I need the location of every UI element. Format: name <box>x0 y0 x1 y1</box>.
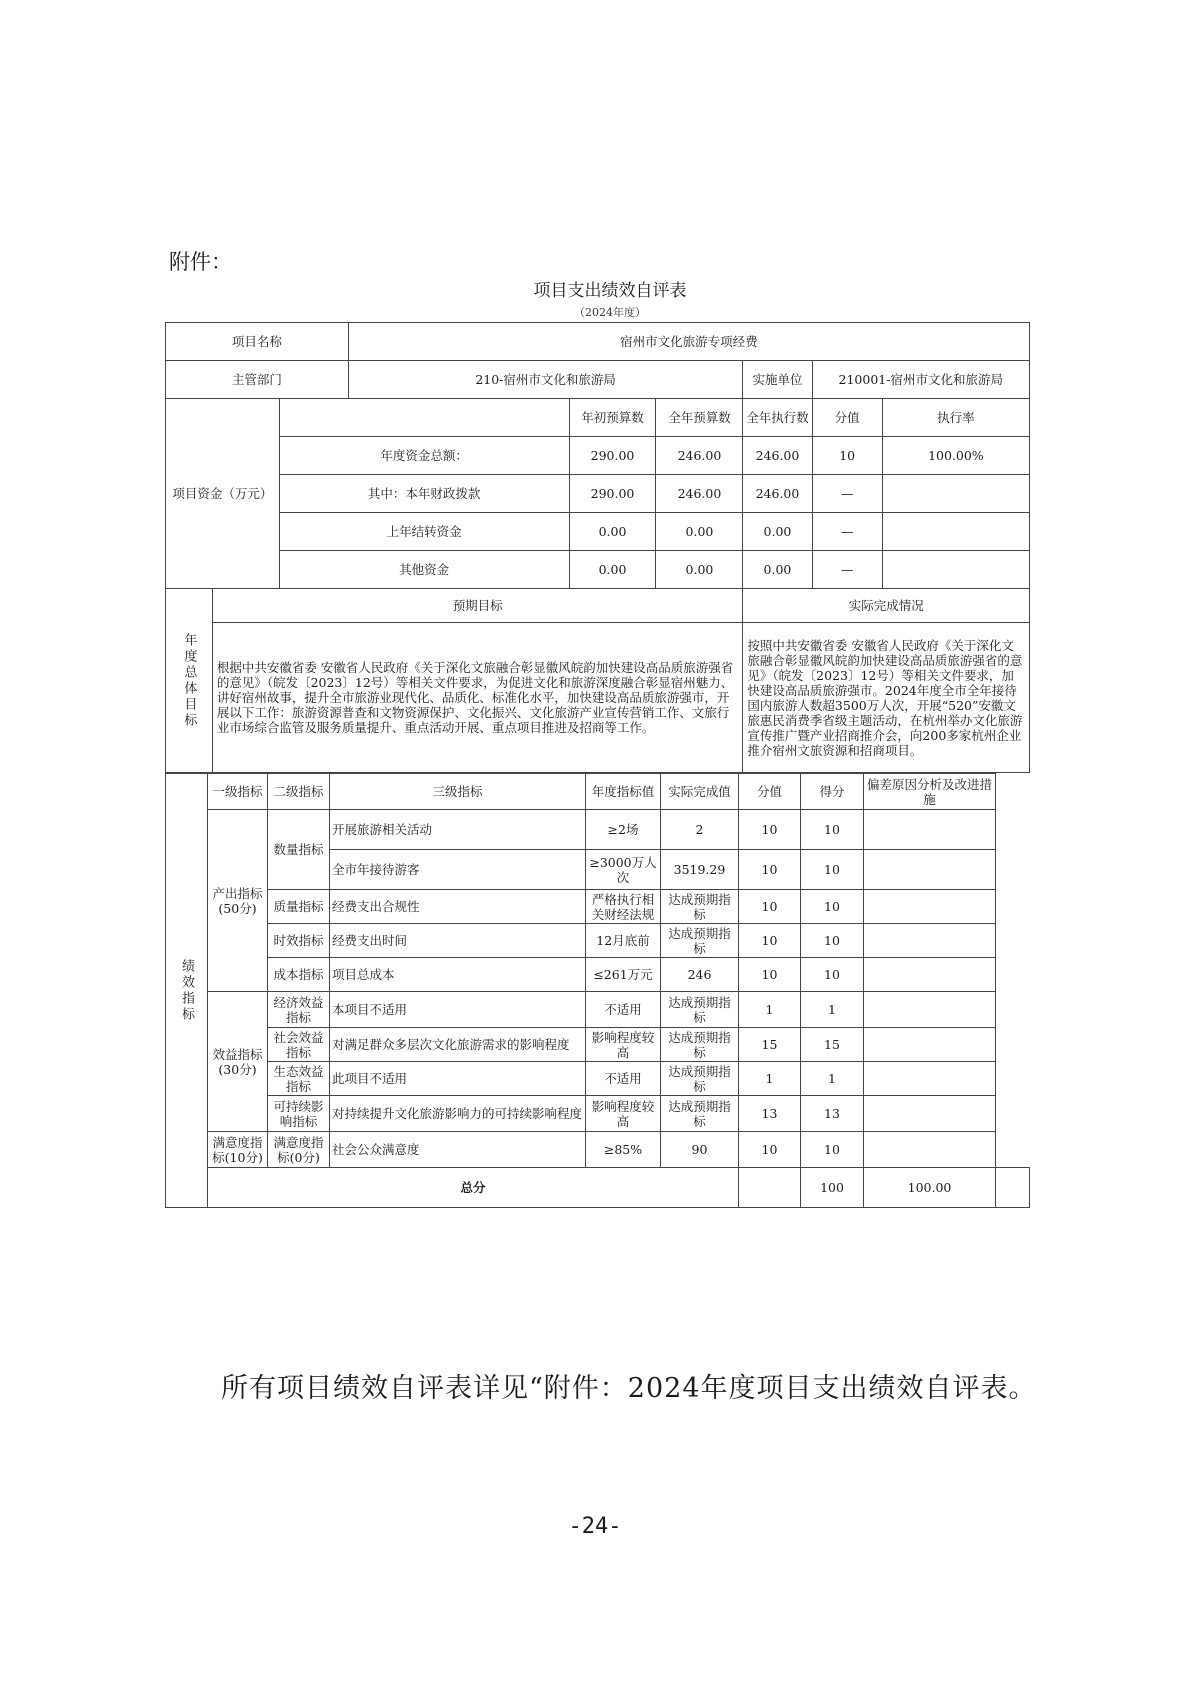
level3: 经费支出合规性 <box>330 890 586 924</box>
actual-value: 达成预期指标 <box>661 1096 739 1132</box>
indicator-header: 二级指标 <box>268 774 330 810</box>
indicator-row <box>166 1062 1030 1096</box>
expected-goal: 根据中共安徽省委 安徽省人民政府《关于深化文旅融合彰显徽风皖韵加快建设高品质旅游强省的意见》（皖发〔2023〕12号）等相关文件要求，为促进文化和旅游深度融合彰显宿州魅力、讲好宿州故事，提升全市旅游业现代化、品质化、标准化水平，加快建设高品质旅游强市，开展以下工作：旅游资源普查和文物资源保护、文化振兴、文化旅游产业宣传营销工作、文旅行业市场综合监管及服务质量提升、重点活动开展、重点项目推进及招商等工作。 <box>212 623 743 773</box>
page-number: -24- <box>568 1514 622 1539</box>
fund-full: 0.00 <box>656 551 743 589</box>
target-value: 影响程度较高 <box>586 1096 661 1132</box>
indicator-header: 偏差原因分析及改进措施 <box>864 774 996 810</box>
fund-init: 290.00 <box>569 437 656 475</box>
fund-score-val: — <box>812 551 882 589</box>
fund-score-val: — <box>812 513 882 551</box>
level2: 满意度指标(0分) <box>268 1132 330 1168</box>
level2: 社会效益指标 <box>268 1028 330 1062</box>
dept-value: 210-宿州市文化和旅游局 <box>348 361 743 399</box>
level3: 经费支出时间 <box>330 924 586 958</box>
project-name-label: 项目名称 <box>166 323 349 361</box>
indicator-header: 一级指标 <box>208 774 268 810</box>
indicator-row <box>166 810 1030 850</box>
row-project-name <box>166 323 1030 361</box>
fund-full: 246.00 <box>656 475 743 513</box>
total-row <box>166 1168 1030 1208</box>
score: 1 <box>801 1062 864 1096</box>
fund-exec: 0.00 <box>743 513 812 551</box>
fund-row <box>166 437 1030 475</box>
level3: 此项目不适用 <box>330 1062 586 1096</box>
deviation <box>864 958 996 992</box>
fund-name: 其中：本年财政拨款 <box>279 475 569 513</box>
level2: 经济效益指标 <box>268 992 330 1028</box>
actual-value: 246 <box>661 958 739 992</box>
deviation <box>864 1132 996 1168</box>
actual-result: 按照中共安徽省委 安徽省人民政府《关于深化文旅融合彰显徽风皖韵加快建设高品质旅游强省的意见》（皖发〔2023〕12号）等相关文件要求，加快建设高品质旅游强市。2024年度全市全年接待国内旅游人数超3500万人次，开展“520”安徽文旅惠民消费季省级主题活动，在杭州举办文化旅游宣传推广暨产业招商推介会，向200多家杭州企业推介宿州文旅资源和招商项目。 <box>743 623 1030 773</box>
indicator-row <box>166 1132 1030 1168</box>
fund-header: 分值 <box>812 399 882 437</box>
actual-value: 达成预期指标 <box>661 1062 739 1096</box>
score: 10 <box>801 958 864 992</box>
fund-exec: 0.00 <box>743 551 812 589</box>
deviation <box>864 890 996 924</box>
attachment-label: 附件： <box>169 250 232 274</box>
goals-header-row <box>166 589 1030 623</box>
fund-row <box>166 475 1030 513</box>
level2: 可持续影响指标 <box>268 1096 330 1132</box>
impl-label: 实施单位 <box>743 361 812 399</box>
level3: 本项目不适用 <box>330 992 586 1028</box>
level3: 对满足群众多层次文化旅游需求的影响程度 <box>330 1028 586 1062</box>
total-label: 总分 <box>208 1168 739 1208</box>
actual-value: 达成预期指标 <box>661 924 739 958</box>
indicator-header-row <box>166 774 1030 810</box>
score-value: 13 <box>739 1096 801 1132</box>
indicator-header: 年度指标值 <box>586 774 661 810</box>
table-title: 项目支出绩效自评表 <box>533 281 687 301</box>
target-value: 不适用 <box>586 992 661 1028</box>
actual-header: 实际完成情况 <box>743 589 1030 623</box>
score-value: 10 <box>739 890 801 924</box>
score: 1 <box>801 992 864 1028</box>
score: 10 <box>801 810 864 850</box>
fund-score-val: — <box>812 475 882 513</box>
target-value: 12月底前 <box>586 924 661 958</box>
target-value: ≤261万元 <box>586 958 661 992</box>
deviation <box>864 992 996 1028</box>
level2: 数量指标 <box>268 810 330 890</box>
score: 10 <box>801 890 864 924</box>
fund-full: 0.00 <box>656 513 743 551</box>
fund-rate <box>882 551 1029 589</box>
dept-label: 主管部门 <box>166 361 349 399</box>
impl-value: 210001-宿州市文化和旅游局 <box>812 361 1029 399</box>
score-value: 10 <box>739 958 801 992</box>
fund-exec: 246.00 <box>743 437 812 475</box>
fund-init: 290.00 <box>569 475 656 513</box>
indicator-row <box>166 924 1030 958</box>
level3: 项目总成本 <box>330 958 586 992</box>
score-value: 10 <box>739 1132 801 1168</box>
target-value: ≥3000万人次 <box>586 850 661 890</box>
score: 10 <box>801 924 864 958</box>
level1-satisfaction: 满意度指标(10分) <box>208 1132 268 1168</box>
fund-row <box>166 551 1030 589</box>
fund-header: 全年预算数 <box>656 399 743 437</box>
target-value: 严格执行相关财经法规 <box>586 890 661 924</box>
indicator-header: 三级指标 <box>330 774 586 810</box>
indicator-row <box>166 1028 1030 1062</box>
score-value: 10 <box>739 924 801 958</box>
score-value: 1 <box>739 992 801 1028</box>
funds-header-row <box>166 399 1030 437</box>
deviation <box>864 924 996 958</box>
body-paragraph: 所有项目绩效自评表详见“附件：2024年度项目支出绩效自评表。 <box>221 1373 1037 1404</box>
fund-name: 上年结转资金 <box>279 513 569 551</box>
fund-rate <box>882 513 1029 551</box>
evaluation-table <box>165 322 1030 773</box>
level3: 全市年接待游客 <box>330 850 586 890</box>
score: 13 <box>801 1096 864 1132</box>
level2: 成本指标 <box>268 958 330 992</box>
fund-init: 0.00 <box>569 513 656 551</box>
actual-value: 2 <box>661 810 739 850</box>
deviation <box>864 1028 996 1062</box>
fund-exec: 246.00 <box>743 475 812 513</box>
actual-value: 达成预期指标 <box>661 890 739 924</box>
fund-name: 其他资金 <box>279 551 569 589</box>
expected-header: 预期目标 <box>212 589 743 623</box>
fund-header: 年初预算数 <box>569 399 656 437</box>
score: 10 <box>801 1132 864 1168</box>
target-value: 不适用 <box>586 1062 661 1096</box>
level2: 生态效益指标 <box>268 1062 330 1096</box>
total-val: 100 <box>801 1168 864 1208</box>
score: 10 <box>801 850 864 890</box>
goals-label: 年度总体目标 <box>181 632 197 729</box>
deviation <box>864 1062 996 1096</box>
fund-header: 全年执行数 <box>743 399 812 437</box>
level1-benefit: 效益指标(30分) <box>208 992 268 1132</box>
score-value: 10 <box>739 810 801 850</box>
score-value: 15 <box>739 1028 801 1062</box>
indicator-table <box>165 773 1030 1208</box>
deviation <box>864 810 996 850</box>
fund-row <box>166 513 1030 551</box>
deviation <box>864 1096 996 1132</box>
score: 15 <box>801 1028 864 1062</box>
target-value: ≥85% <box>586 1132 661 1168</box>
indicator-header: 得分 <box>801 774 864 810</box>
fund-rate <box>882 475 1029 513</box>
fund-header: 执行率 <box>882 399 1029 437</box>
project-name: 宿州市文化旅游专项经费 <box>348 323 1029 361</box>
goals-label-cell <box>166 589 213 773</box>
row-dept <box>166 361 1030 399</box>
indicators-label: 绩效指标 <box>179 958 194 1023</box>
indicators-label-cell <box>166 774 208 1208</box>
indicator-row <box>166 1096 1030 1132</box>
target-value: ≥2场 <box>586 810 661 850</box>
fund-full: 246.00 <box>656 437 743 475</box>
deviation <box>864 850 996 890</box>
level3: 社会公众满意度 <box>330 1132 586 1168</box>
table-year: （2024年度） <box>574 306 646 319</box>
level1-output: 产出指标(50分) <box>208 810 268 992</box>
total-score: 100.00 <box>864 1168 996 1208</box>
goals-content-row <box>166 623 1030 773</box>
actual-value: 3519.29 <box>661 850 739 890</box>
level2: 质量指标 <box>268 890 330 924</box>
indicator-row <box>166 890 1030 924</box>
score-value: 1 <box>739 1062 801 1096</box>
indicator-header: 实际完成值 <box>661 774 739 810</box>
evaluation-sheet <box>165 246 1055 1208</box>
level3: 对持续提升文化旅游影响力的可持续影响程度 <box>330 1096 586 1132</box>
indicator-row <box>166 958 1030 992</box>
indicator-header: 分值 <box>739 774 801 810</box>
actual-value: 达成预期指标 <box>661 1028 739 1062</box>
target-value: 影响程度较高 <box>586 1028 661 1062</box>
fund-name: 年度资金总额： <box>279 437 569 475</box>
indicator-row <box>166 992 1030 1028</box>
fund-score-val: 10 <box>812 437 882 475</box>
fund-rate: 100.00% <box>882 437 1029 475</box>
funds-label: 项目资金（万元） <box>166 399 280 589</box>
actual-value: 90 <box>661 1132 739 1168</box>
actual-value: 达成预期指标 <box>661 992 739 1028</box>
level2: 时效指标 <box>268 924 330 958</box>
level3: 开展旅游相关活动 <box>330 810 586 850</box>
fund-init: 0.00 <box>569 551 656 589</box>
score-value: 10 <box>739 850 801 890</box>
